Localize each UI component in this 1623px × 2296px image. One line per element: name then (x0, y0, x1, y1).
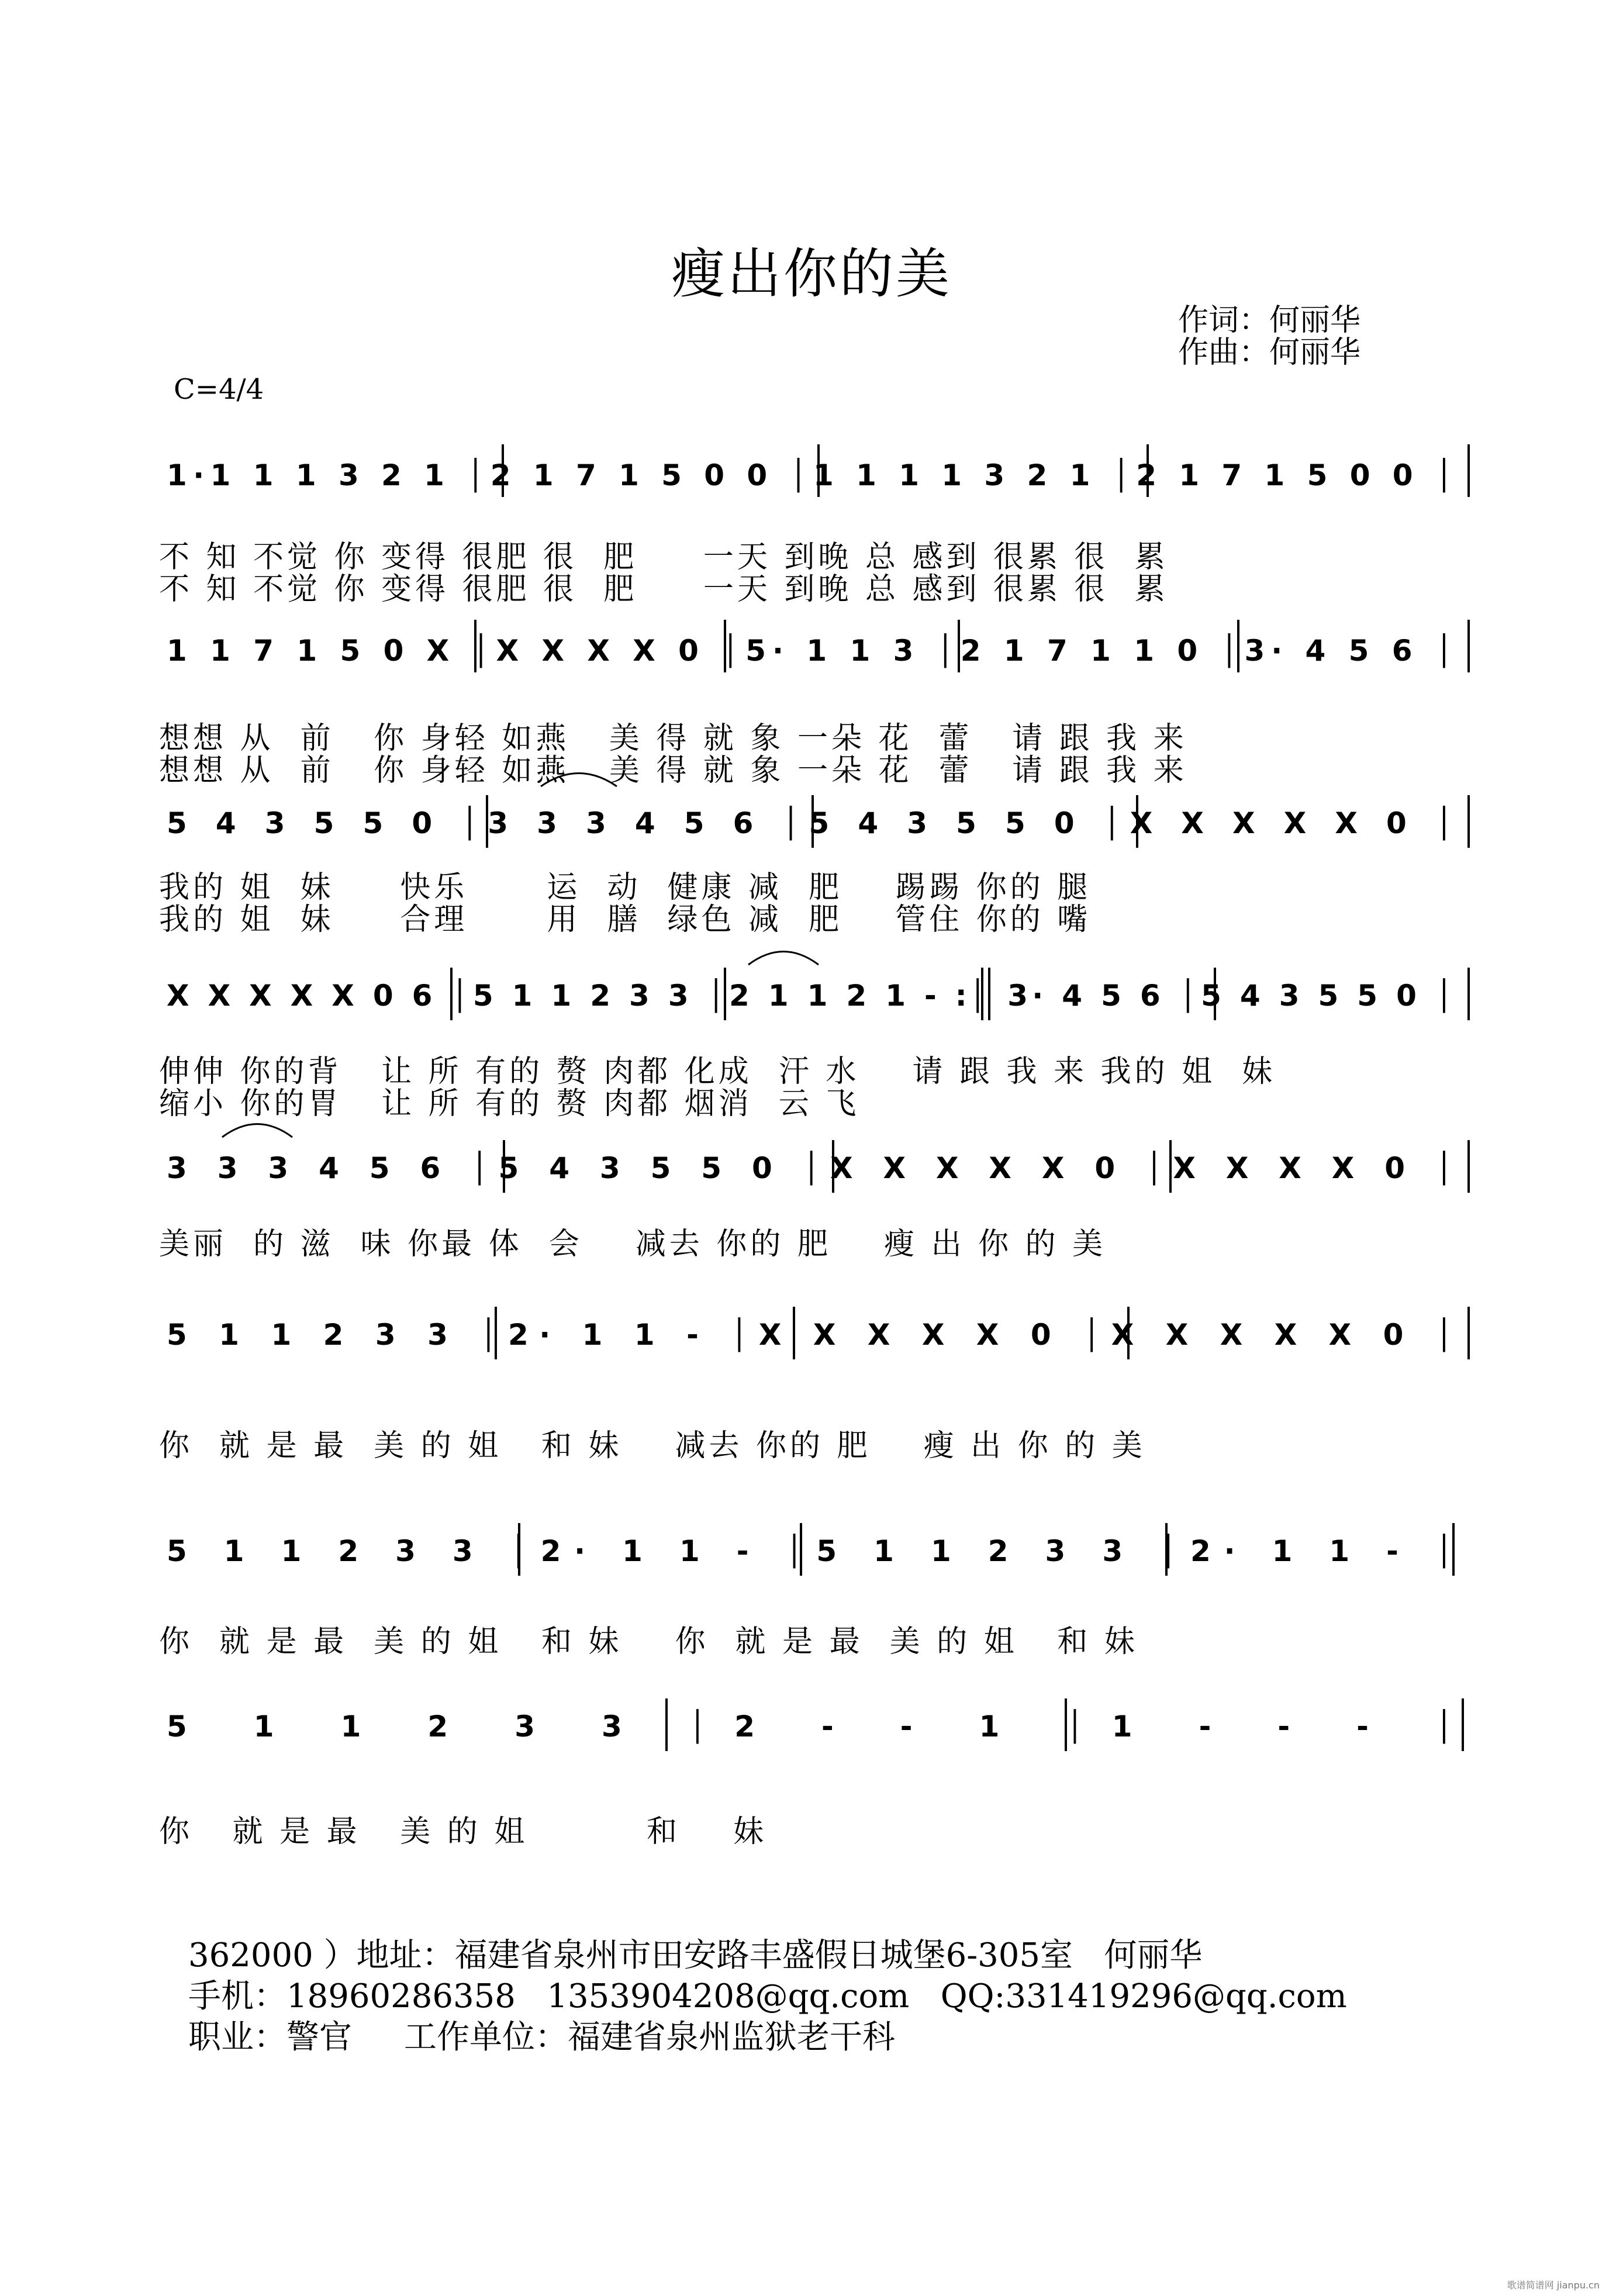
notes-system-3: 5 4 3 5 5 0 │3 3 3 4 5 6 │5 4 3 5 5 0 │X X X X X 0 │ (167, 806, 1453, 840)
lyricist-credit: 作词：何丽华 (1178, 303, 1361, 338)
composer-credit: 作曲：何丽华 (1178, 335, 1361, 370)
lyric-line: 不 知 不觉 你 变得 很肥 很 肥 一天 到晚 总 感到 很累 很 累 (159, 572, 1169, 607)
lyric-line: 想想 从 前 你 身轻 如燕 美 得 就 象 一朵 花 蕾 请 跟 我 来 (159, 721, 1187, 756)
notes-system-7: 5 1 1 2 3 3 │2· 1 1 - │5 1 1 2 3 3 │2· 1 1 - │ (167, 1534, 1453, 1568)
lyric-line: 美丽 的 滋 味 你最 体 会 减去 你的 肥 瘦 出 你 的 美 (159, 1227, 1107, 1262)
lyric-line: 缩小 你的胃 让 所 有的 赘 肉都 烟消 云 飞 (159, 1086, 860, 1121)
lyric-line: 想想 从 前 你 身轻 如燕 美 得 就 象 一朵 花 蕾 请 跟 我 来 (159, 753, 1187, 788)
lyric-line: 伸伸 你的背 让 所 有的 赘 肉都 化成 汗 水 请 跟 我 来 我的 姐 妹 (159, 1054, 1276, 1089)
lyric-line: 你 就 是 最 美 的 姐 和 妹 (159, 1814, 768, 1849)
notes-system-8: 5 1 1 2 3 3 │2 - - 1 │1 - - - │ (167, 1710, 1453, 1743)
lyric-line: 你 就 是 最 美 的 姐 和 妹 你 就 是 最 美 的 姐 和 妹 (159, 1624, 1138, 1659)
song-title: 瘦出你的美 (671, 243, 952, 305)
footer-address: 362000 ）地址：福建省泉州市田安路丰盛假日城堡6-305室 何丽华 (188, 1936, 1203, 1974)
notes-system-1: 1·1 1 1 3 2 1 │2 1 7 1 5 0 0 │1 1 1 1 3 2 1 │2 1 7 1 5 0 0 │ (167, 458, 1453, 492)
notes-system-4: X X X X X 0 6 │5 1 1 2 3 3 │2 1 1 2 1 - :║ 3· 4 5 6 │5 4 3 5 5 0 │ (167, 979, 1453, 1013)
notes-system-5: 3 3 3 4 5 6 │5 4 3 5 5 0 │X X X X X 0 │X X X X 0 │ (167, 1151, 1453, 1185)
lyric-line: 你 就 是 最 美 的 姐 和 妹 减去 你的 肥 瘦 出 你 的 美 (159, 1428, 1146, 1463)
site-watermark: 歌谱简谱网 jianpu.cn (1507, 2280, 1600, 2291)
footer-contact: 手机：18960286358 1353904208@qq.com QQ:331419296@qq.com (188, 1977, 1347, 2015)
lyric-line: 不 知 不觉 你 变得 很肥 很 肥 一天 到晚 总 感到 很累 很 累 (159, 540, 1169, 575)
footer-occupation: 职业：警官 工作单位：福建省泉州监狱老干科 (188, 2018, 896, 2056)
lyric-line: 我的 姐 妹 快乐 运 动 健康 减 肥 踢踢 你的 腿 (159, 870, 1092, 905)
key-time-signature: C=4/4 (174, 373, 264, 406)
notes-system-2: 1 1 7 1 5 0 X │X X X X 0 │5· 1 1 3 │2 1 7 1 1 0 │3· 4 5 6 │ (167, 634, 1453, 668)
lyric-line: 我的 姐 妹 合理 用 膳 绿色 减 肥 管住 你的 嘴 (159, 902, 1092, 937)
notes-system-6: 5 1 1 2 3 3 │2· 1 1 - │X X X X X 0 │X X X X X 0 │ (167, 1318, 1453, 1352)
